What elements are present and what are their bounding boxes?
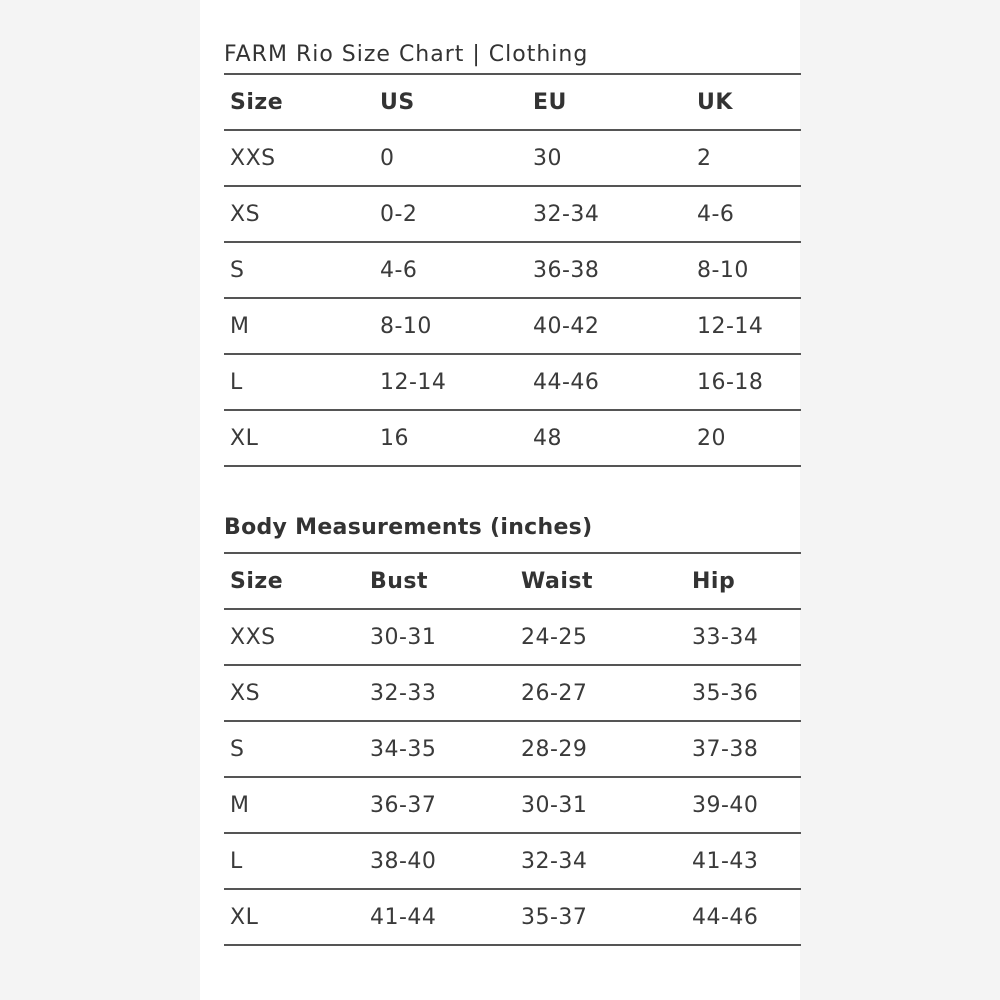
table-row bbox=[224, 665, 801, 721]
cell-uk: 20 bbox=[691, 410, 801, 466]
cell-hip: 39-40 bbox=[686, 777, 801, 833]
right-background bbox=[800, 0, 1000, 1000]
cell-size: XL bbox=[224, 410, 374, 466]
cell-uk: 4-6 bbox=[691, 186, 801, 242]
column-header-waist: Waist bbox=[515, 553, 686, 609]
table-row bbox=[224, 410, 801, 466]
cell-waist: 26-27 bbox=[515, 665, 686, 721]
table-row bbox=[224, 833, 801, 889]
cell-hip: 33-34 bbox=[686, 609, 801, 665]
cell-size: L bbox=[224, 354, 374, 410]
cell-bust: 36-37 bbox=[364, 777, 515, 833]
cell-size: XS bbox=[224, 665, 364, 721]
cell-eu: 30 bbox=[527, 130, 691, 186]
table-row bbox=[224, 777, 801, 833]
cell-size: XXS bbox=[224, 130, 374, 186]
cell-us: 0-2 bbox=[374, 186, 527, 242]
cell-size: S bbox=[224, 242, 374, 298]
cell-uk: 12-14 bbox=[691, 298, 801, 354]
cell-us: 4-6 bbox=[374, 242, 527, 298]
size-chart-title: FARM Rio Size Chart | Clothing bbox=[224, 42, 589, 67]
cell-size: L bbox=[224, 833, 364, 889]
column-header-hip: Hip bbox=[686, 553, 801, 609]
cell-uk: 16-18 bbox=[691, 354, 801, 410]
cell-waist: 24-25 bbox=[515, 609, 686, 665]
cell-size: XS bbox=[224, 186, 374, 242]
cell-eu: 44-46 bbox=[527, 354, 691, 410]
size-chart-table bbox=[224, 73, 801, 467]
column-header-bust: Bust bbox=[364, 553, 515, 609]
cell-bust: 38-40 bbox=[364, 833, 515, 889]
table-row bbox=[224, 721, 801, 777]
table-row bbox=[224, 889, 801, 945]
body-measurements-title: Body Measurements (inches) bbox=[224, 515, 593, 540]
cell-waist: 28-29 bbox=[515, 721, 686, 777]
column-header-eu: EU bbox=[527, 74, 691, 130]
cell-waist: 32-34 bbox=[515, 833, 686, 889]
left-background bbox=[0, 0, 200, 1000]
cell-hip: 35-36 bbox=[686, 665, 801, 721]
cell-uk: 2 bbox=[691, 130, 801, 186]
cell-eu: 32-34 bbox=[527, 186, 691, 242]
cell-bust: 30-31 bbox=[364, 609, 515, 665]
size-chart-sheet bbox=[200, 0, 800, 1000]
cell-size: M bbox=[224, 777, 364, 833]
column-header-size: Size bbox=[224, 74, 374, 130]
table-row bbox=[224, 609, 801, 665]
table-header-row bbox=[224, 553, 801, 609]
table-row bbox=[224, 298, 801, 354]
cell-eu: 40-42 bbox=[527, 298, 691, 354]
cell-hip: 44-46 bbox=[686, 889, 801, 945]
cell-size: S bbox=[224, 721, 364, 777]
table-row bbox=[224, 130, 801, 186]
table-header-row bbox=[224, 74, 801, 130]
cell-size: XL bbox=[224, 889, 364, 945]
table-row bbox=[224, 354, 801, 410]
cell-eu: 48 bbox=[527, 410, 691, 466]
cell-size: XXS bbox=[224, 609, 364, 665]
cell-waist: 30-31 bbox=[515, 777, 686, 833]
cell-uk: 8-10 bbox=[691, 242, 801, 298]
cell-bust: 34-35 bbox=[364, 721, 515, 777]
cell-eu: 36-38 bbox=[527, 242, 691, 298]
cell-bust: 41-44 bbox=[364, 889, 515, 945]
cell-us: 8-10 bbox=[374, 298, 527, 354]
cell-bust: 32-33 bbox=[364, 665, 515, 721]
cell-hip: 41-43 bbox=[686, 833, 801, 889]
column-header-us: US bbox=[374, 74, 527, 130]
cell-us: 12-14 bbox=[374, 354, 527, 410]
table-row bbox=[224, 186, 801, 242]
column-header-size: Size bbox=[224, 553, 364, 609]
cell-size: M bbox=[224, 298, 374, 354]
column-header-uk: UK bbox=[691, 74, 801, 130]
cell-us: 16 bbox=[374, 410, 527, 466]
body-measurements-table bbox=[224, 552, 801, 946]
table-row bbox=[224, 242, 801, 298]
cell-hip: 37-38 bbox=[686, 721, 801, 777]
cell-waist: 35-37 bbox=[515, 889, 686, 945]
cell-us: 0 bbox=[374, 130, 527, 186]
